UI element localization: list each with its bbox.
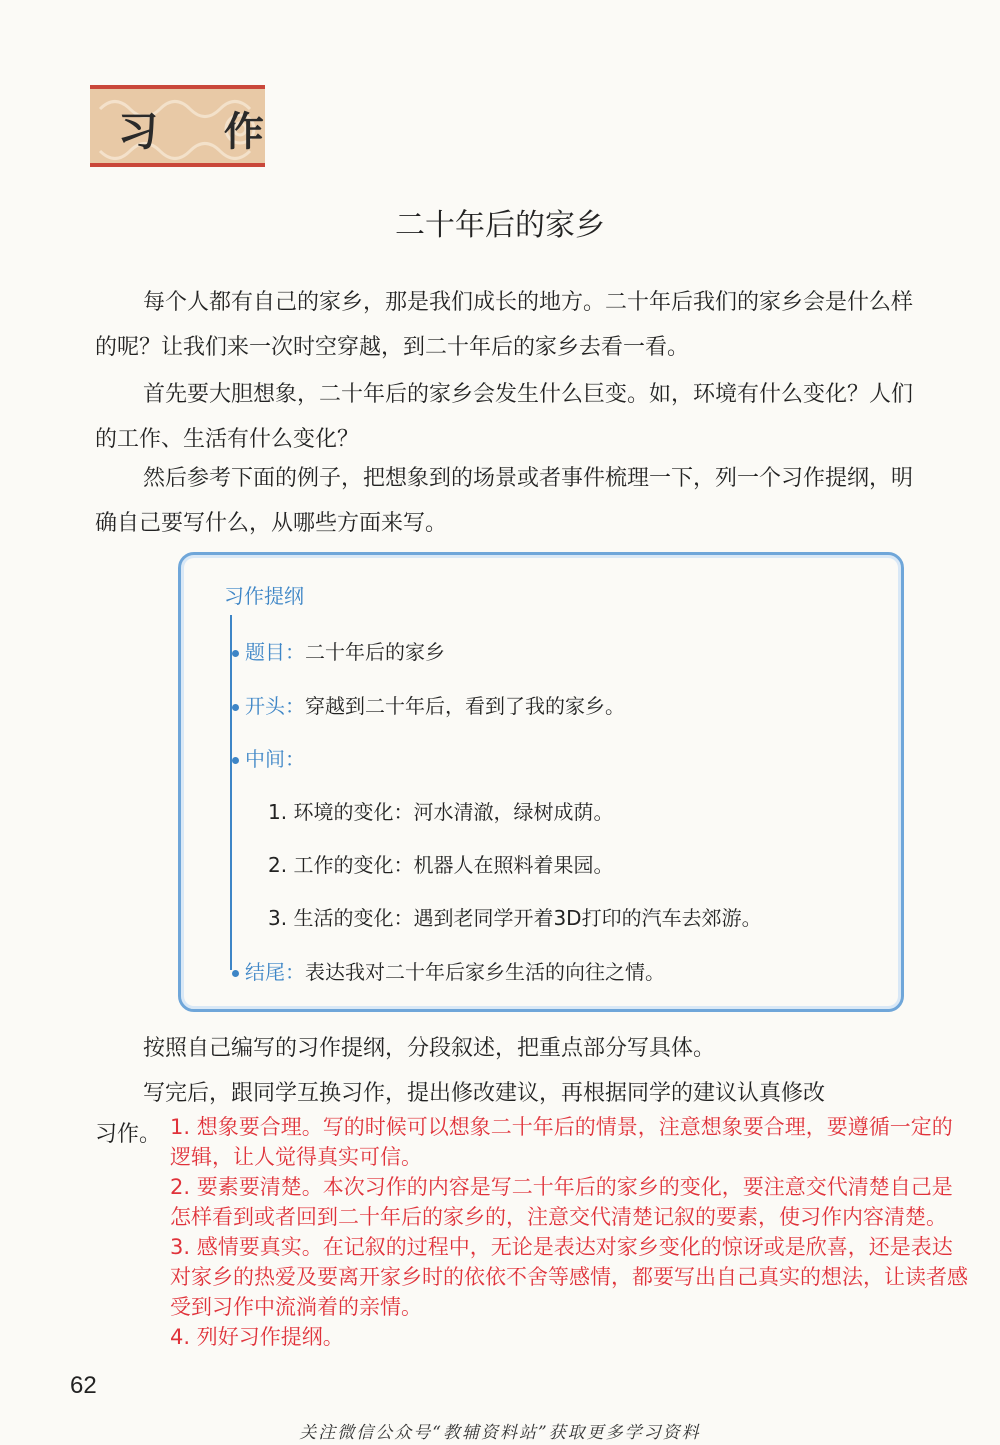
note-item: 1. 想象要合理。写的时候可以想象二十年后的情景，注意想象要合理，要遵循一定的逻辑，让人觉得真实可信。 [170, 1115, 953, 1169]
outline-title-row [232, 636, 445, 665]
bullet-dot-icon [232, 650, 239, 657]
page-number: 62 [70, 1372, 97, 1399]
outline-box [178, 552, 904, 1012]
imagine-paragraph: 首先要大胆想象，二十年后的家乡会发生什么巨变。如，环境有什么变化？人们的工作、生活有什么变化？ [95, 382, 914, 452]
outline-ending-row [232, 956, 665, 985]
outline-middle-item: 1. 环境的变化：河水清澈，绿树成荫。 [268, 800, 614, 824]
bullet-dot-icon [232, 704, 239, 711]
bullet-dot-icon [232, 757, 239, 764]
outline-label: 习作提纲 [224, 584, 304, 608]
outline-middle-row [232, 743, 305, 772]
outline-middle-key: 中间： [245, 747, 305, 771]
footer-watermark: 关注微信公众号“教辅资料站”获取更多学习资料 [299, 1423, 701, 1443]
outline-title-value: 二十年后的家乡 [305, 640, 445, 664]
outline-ending-key: 结尾： [245, 960, 305, 984]
section-heading: 习 作 [118, 108, 290, 155]
revise-paragraph-end: 习作。 [95, 1122, 162, 1147]
outline-paragraph: 然后参考下面的例子，把想象到的场景或者事件梳理一下，列一个习作提纲，明确自己要写什么，从哪些方面来写。 [95, 466, 914, 536]
bullet-dot-icon [232, 970, 239, 977]
outline-opening-key: 开头： [245, 694, 305, 718]
intro-paragraph: 每个人都有自己的家乡，那是我们成长的地方。二十年后我们的家乡会是什么样的呢？让我们来一次时空穿越，到二十年后的家乡去看一看。 [95, 290, 914, 360]
outline-title-key: 题目： [245, 640, 305, 664]
outline-opening-row [232, 690, 625, 719]
outline-opening-value: 穿越到二十年后，看到了我的家乡。 [305, 694, 625, 718]
handwritten-notes [170, 1112, 970, 1352]
write-paragraph: 按照自己编写的习作提纲，分段叙述，把重点部分写具体。 [143, 1036, 716, 1061]
outline-connector-line [230, 615, 232, 970]
outline-middle-item: 3. 生活的变化：遇到老同学开着3D打印的汽车去郊游。 [268, 906, 762, 930]
note-item: 3. 感情要真实。在记叙的过程中，无论是表达对家乡变化的惊讶或是欣喜，还是表达对家乡的热爱及要离开家乡时的依依不舍等感情，都要写出自己真实的想法，让读者感受到习作中流淌着的亲情。 [170, 1235, 968, 1319]
outline-middle-item: 2. 工作的变化：机器人在照料着果园。 [268, 853, 614, 877]
page-title: 二十年后的家乡 [395, 208, 605, 243]
note-item: 2. 要素要清楚。本次习作的内容是写二十年后的家乡的变化，要注意交代清楚自己是怎样看到或者回到二十年后的家乡的，注意交代清楚记叙的要素，使习作内容清楚。 [170, 1175, 953, 1229]
outline-ending-value: 表达我对二十年后家乡生活的向往之情。 [305, 960, 665, 984]
note-item: 4. 列好习作提纲。 [170, 1325, 344, 1349]
revise-paragraph: 写完后，跟同学互换习作，提出修改建议，再根据同学的建议认真修改 [143, 1081, 826, 1106]
